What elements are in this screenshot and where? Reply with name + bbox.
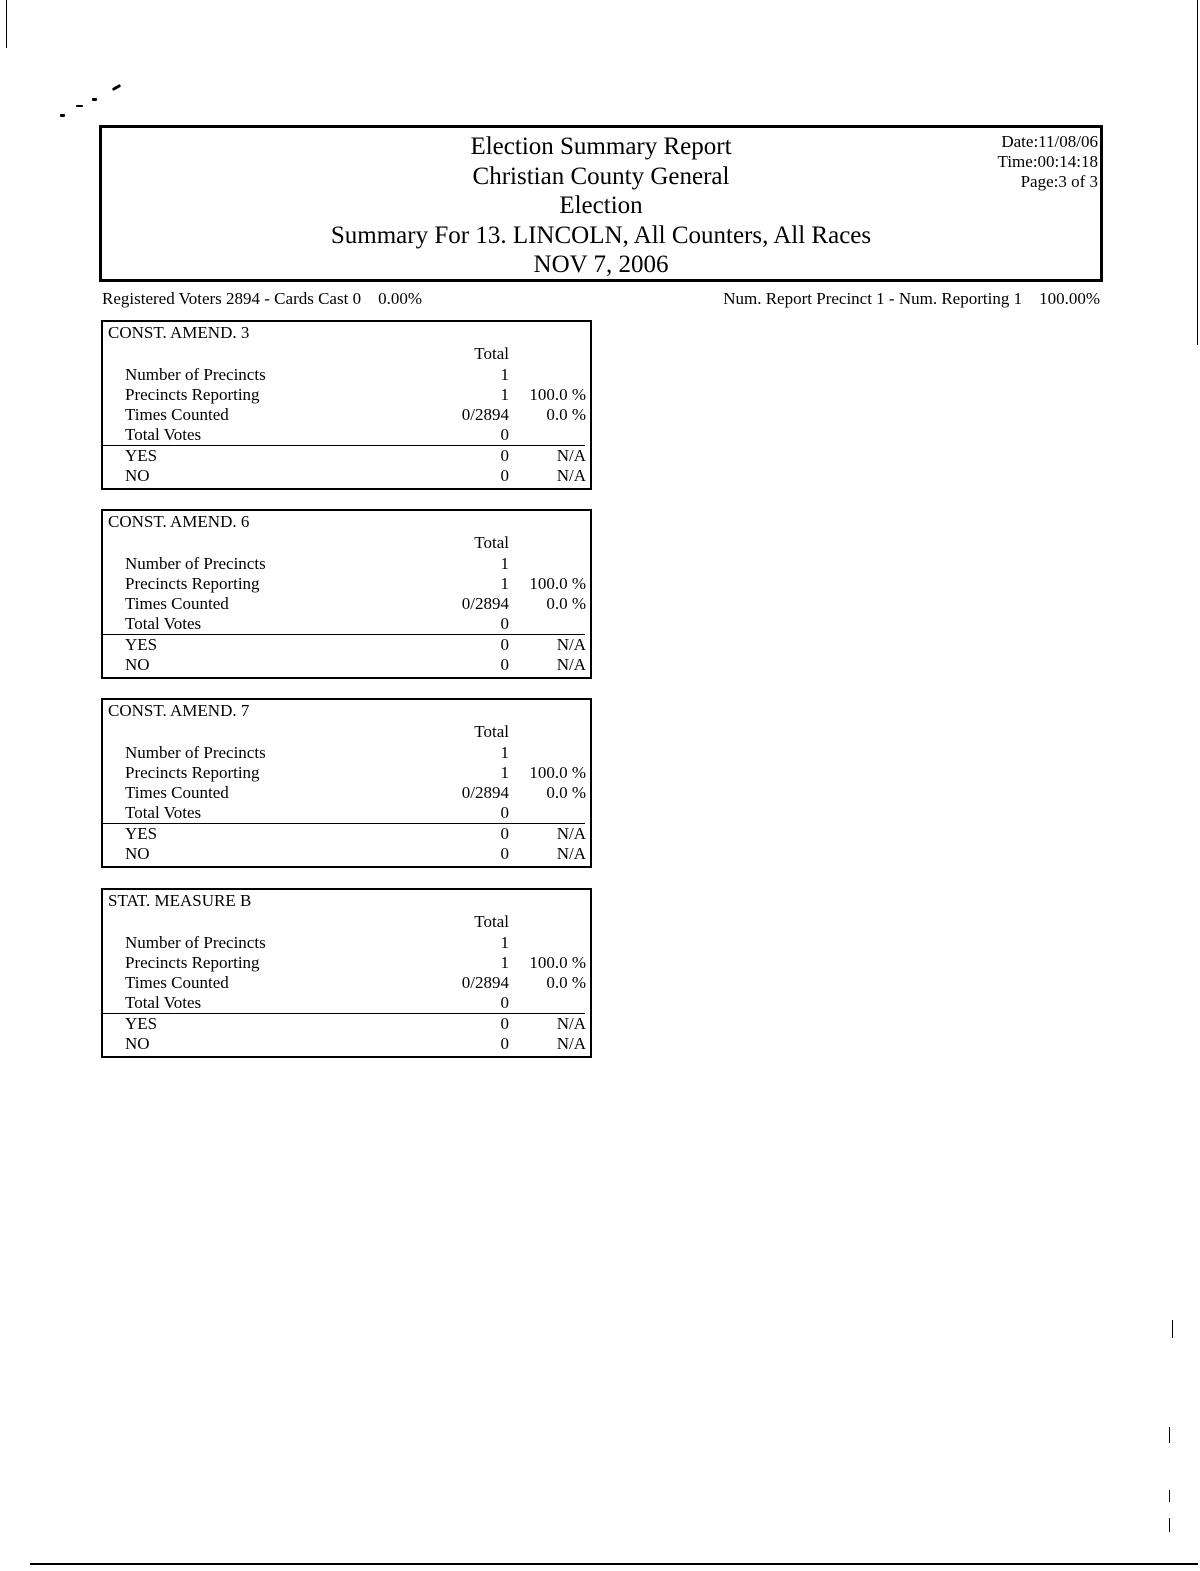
table-row <box>103 554 590 574</box>
total-column-header: Total <box>474 912 509 931</box>
row-value: 0 <box>500 803 509 822</box>
row-value: 0/2894 <box>461 973 509 992</box>
precinct-reporting-summary: Num. Report Precinct 1 - Num. Reporting 1 100.00% <box>723 289 1100 308</box>
race-box <box>101 509 592 679</box>
scan-mark <box>1172 1320 1173 1338</box>
row-value: 0 <box>500 466 509 485</box>
row-label: NO <box>125 466 150 485</box>
row-percent: N/A <box>556 1034 586 1053</box>
race-box <box>101 888 592 1058</box>
row-value: 0 <box>500 655 509 674</box>
row-percent: 0.0 % <box>546 405 586 424</box>
row-percent: 0.0 % <box>546 783 586 802</box>
row-label: NO <box>125 655 150 674</box>
row-percent: N/A <box>556 466 586 485</box>
row-label: YES <box>125 635 158 654</box>
row-value: 1 <box>500 574 509 593</box>
scan-speck <box>92 98 97 101</box>
table-row <box>103 1014 590 1034</box>
table-row <box>103 365 590 385</box>
row-value: 1 <box>500 953 509 972</box>
row-value: 0/2894 <box>461 783 509 802</box>
table-row <box>103 574 590 594</box>
race-name: CONST. AMEND. 3 <box>108 323 250 342</box>
table-row <box>103 446 590 466</box>
row-label: NO <box>125 844 150 863</box>
report-title-line: Election Summary Report <box>470 133 732 160</box>
race-name: STAT. MEASURE B <box>108 891 252 910</box>
row-percent: 100.0 % <box>529 385 586 404</box>
race-name: CONST. AMEND. 7 <box>108 701 250 720</box>
total-column-header: Total <box>474 533 509 552</box>
row-percent: N/A <box>556 635 586 654</box>
scan-mark <box>1169 1490 1170 1502</box>
table-row <box>103 783 590 803</box>
scan-speck <box>76 105 83 107</box>
race-box <box>101 320 592 490</box>
row-value: 0/2894 <box>461 405 509 424</box>
row-value: 1 <box>500 933 509 952</box>
row-percent: 0.0 % <box>546 973 586 992</box>
row-label: Number of Precincts <box>125 554 266 573</box>
table-row <box>103 743 590 763</box>
table-row <box>103 635 590 655</box>
table-row <box>103 466 590 486</box>
row-percent: 100.0 % <box>529 953 586 972</box>
table-row <box>103 425 590 445</box>
row-label: Times Counted <box>125 973 229 992</box>
page-number: Page:3 of 3 <box>1020 172 1098 191</box>
row-value: 0 <box>500 635 509 654</box>
row-label: Total Votes <box>125 803 202 822</box>
row-label: Precincts Reporting <box>125 953 260 972</box>
scan-mark <box>1169 1427 1170 1443</box>
scan-edge-right <box>1197 0 1198 345</box>
row-percent: N/A <box>556 844 586 863</box>
row-percent: N/A <box>556 446 586 465</box>
row-label: Precincts Reporting <box>125 763 260 782</box>
row-value: 1 <box>500 743 509 762</box>
report-scope: Summary For 13. LINCOLN, All Counters, All Races <box>330 221 872 249</box>
table-row <box>103 594 590 614</box>
row-percent: 0.0 % <box>546 594 586 613</box>
race-box <box>101 698 592 868</box>
row-value: 1 <box>500 554 509 573</box>
county-name: Christian County General <box>472 162 730 190</box>
report-title-line: Election <box>559 192 643 219</box>
row-label: YES <box>125 1014 158 1033</box>
table-row <box>103 1034 590 1054</box>
scan-edge-bottom <box>30 1563 1198 1565</box>
row-label: Total Votes <box>125 614 202 633</box>
row-label: Precincts Reporting <box>125 574 260 593</box>
report-meta <box>998 132 1098 192</box>
row-value: 0 <box>500 1014 509 1033</box>
scan-speck <box>60 114 65 117</box>
row-label: Total Votes <box>125 993 202 1012</box>
table-row <box>103 405 590 425</box>
row-label: NO <box>125 1034 150 1053</box>
table-row <box>103 824 590 844</box>
total-column-header: Total <box>474 722 509 741</box>
row-value: 0 <box>500 446 509 465</box>
table-row <box>103 803 590 823</box>
report-date: Date:11/08/06 <box>1001 132 1098 151</box>
row-value: 0 <box>500 824 509 843</box>
row-percent: 100.0 % <box>529 763 586 782</box>
total-column-header: Total <box>474 344 509 363</box>
row-value: 0 <box>500 425 509 444</box>
table-row <box>103 763 590 783</box>
scan-mark <box>1169 1518 1170 1532</box>
table-row <box>103 614 590 634</box>
row-percent: N/A <box>556 1014 586 1033</box>
row-value: 1 <box>500 385 509 404</box>
row-value: 0 <box>500 614 509 633</box>
scan-speck <box>112 84 121 91</box>
report-time: Time:00:14:18 <box>997 152 1098 171</box>
row-value: 1 <box>500 365 509 384</box>
row-label: Number of Precincts <box>125 365 266 384</box>
row-value: 0/2894 <box>461 594 509 613</box>
scan-edge-left <box>6 0 7 48</box>
report-title <box>102 132 1100 280</box>
row-percent: N/A <box>556 824 586 843</box>
registered-voters-summary: Registered Voters 2894 - Cards Cast 0 0.00% <box>102 289 422 308</box>
row-label: Times Counted <box>125 594 229 613</box>
table-row <box>103 993 590 1013</box>
table-row <box>103 385 590 405</box>
table-row <box>103 973 590 993</box>
table-row <box>103 953 590 973</box>
row-label: YES <box>125 824 158 843</box>
table-row <box>103 933 590 953</box>
election-date: NOV 7, 2006 <box>533 251 669 278</box>
row-label: Times Counted <box>125 405 229 424</box>
row-label: Times Counted <box>125 783 229 802</box>
row-percent: N/A <box>556 655 586 674</box>
row-label: YES <box>125 446 158 465</box>
row-percent: 100.0 % <box>529 574 586 593</box>
table-row <box>103 655 590 675</box>
row-value: 0 <box>500 844 509 863</box>
row-label: Number of Precincts <box>125 743 266 762</box>
row-value: 0 <box>500 993 509 1012</box>
table-row <box>103 844 590 864</box>
report-header <box>99 125 1103 282</box>
row-label: Number of Precincts <box>125 933 266 952</box>
row-label: Total Votes <box>125 425 202 444</box>
row-value: 1 <box>500 763 509 782</box>
row-value: 0 <box>500 1034 509 1053</box>
race-name: CONST. AMEND. 6 <box>108 512 250 531</box>
row-label: Precincts Reporting <box>125 385 260 404</box>
